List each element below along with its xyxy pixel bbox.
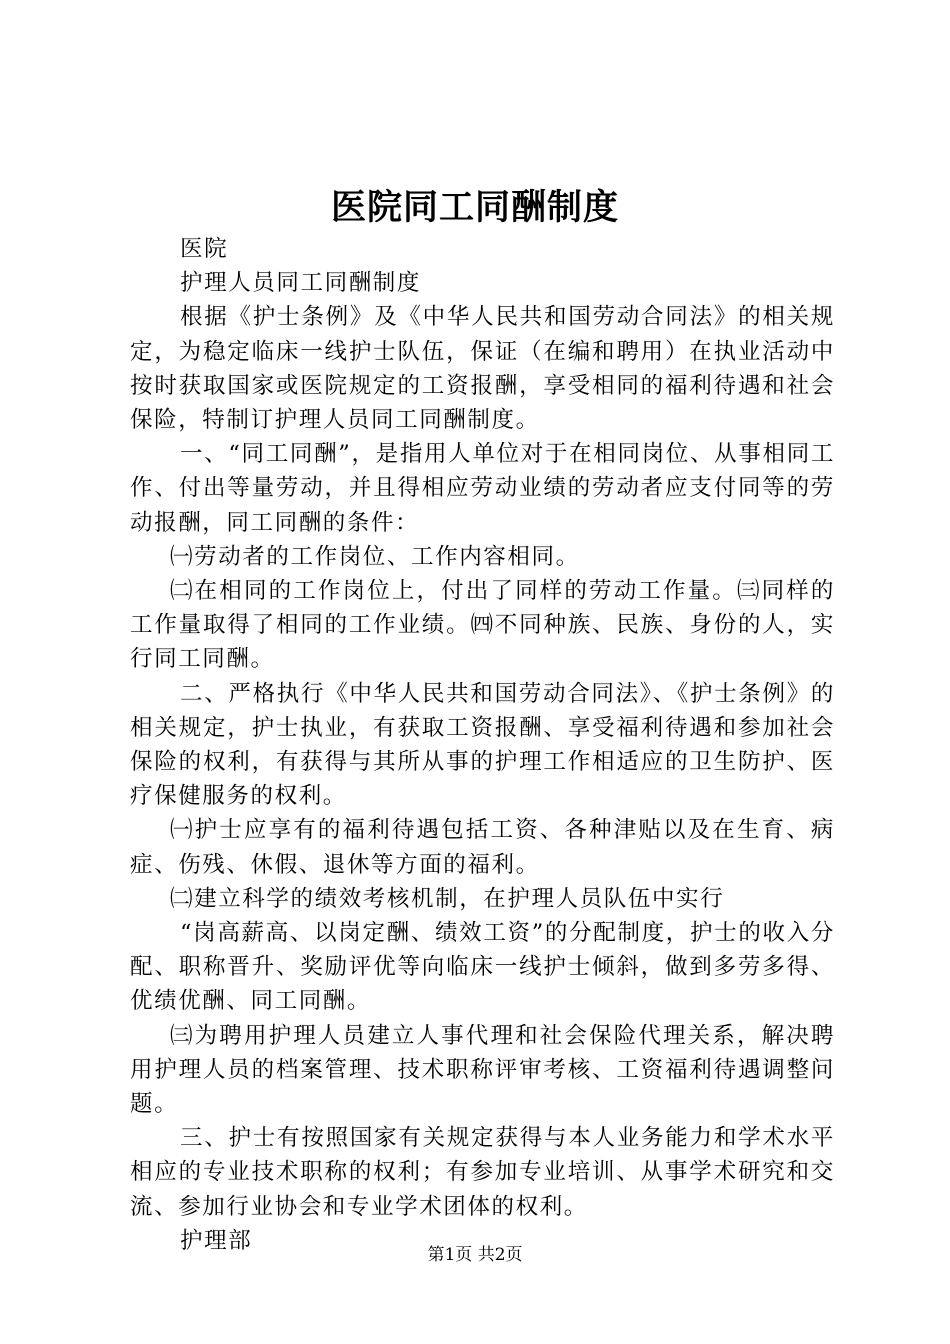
- paragraph-subtitle: 护理人员同工同酬制度: [180, 270, 422, 297]
- paragraph-item-2-3: ㈢为聘用护理人员建立人事代理和社会保险代理关系，解决聘用护理人员的档案管理、技术职称评审考核、工资福利待遇调整问题。: [130, 1022, 835, 1118]
- paragraph-item-2-1: ㈠护士应享有的福利待遇包括工资、各种津贴以及在生育、病症、伤残、休假、退休等方面的福利。: [130, 817, 835, 878]
- paragraph-hospital: 医院: [180, 236, 229, 262]
- paragraph-section-2: 二、严格执行《中华人民共和国劳动合同法》、《护士条例》的相关规定，护士执业，有获取工资报酬、享受福利待遇和参加社会保险的权利，有获得与其所从事的护理工作相适应的卫生防护、医疗保健服务的权利。: [130, 680, 835, 810]
- document-body: [130, 232, 835, 1258]
- paragraph-item-2-2: ㈡建立科学的绩效考核机制，在护理人员队伍中实行: [170, 885, 725, 912]
- page-footer: 第1页 共2页: [427, 1245, 523, 1265]
- paragraph-item-1-1: ㈠劳动者的工作岗位、工作内容相同。: [170, 543, 580, 570]
- paragraph-signature: 护理部: [180, 1227, 253, 1254]
- document-title: 医院同工同酬制度: [330, 187, 619, 228]
- paragraph-item-1-2: ㈡在相同的工作岗位上，付出了同样的劳动工作量。㈢同样的工作量取得了相同的工作业绩。㈣不同种族、民族、身份的人，实行同工同酬。: [130, 578, 835, 673]
- paragraph-item-2-2-cont: “岗高薪高、以岗定酬、绩效工资”的分配制度，护士的收入分配、职称晋升、奖励评优等向临床一线护士倾斜，做到多劳多得、优绩优酬、同工同酬。: [130, 920, 835, 1015]
- paragraph-section-1: 一、“同工同酬”，是指用人单位对于在相同岗位、从事相同工作、付出等量劳动，并且得相应劳动业绩的劳动者应支付同等的劳动报酬，同工同酬的条件：: [130, 441, 835, 536]
- paragraph-intro: 根据《护士条例》及《中华人民共和国劳动合同法》的相关规定，为稳定临床一线护士队伍，保证（在编和聘用）在执业活动中按时获取国家或医院规定的工资报酬，享受相同的福利待遇和社会保险，特制订护理人员同工同酬制度。: [130, 304, 835, 434]
- paragraph-section-3: 三、护士有按照国家有关规定获得与本人业务能力和学术水平相应的专业技术职称的权利；有参加专业培训、从事学术研究和交流、参加行业协会和专业学术团体的权利。: [130, 1125, 835, 1220]
